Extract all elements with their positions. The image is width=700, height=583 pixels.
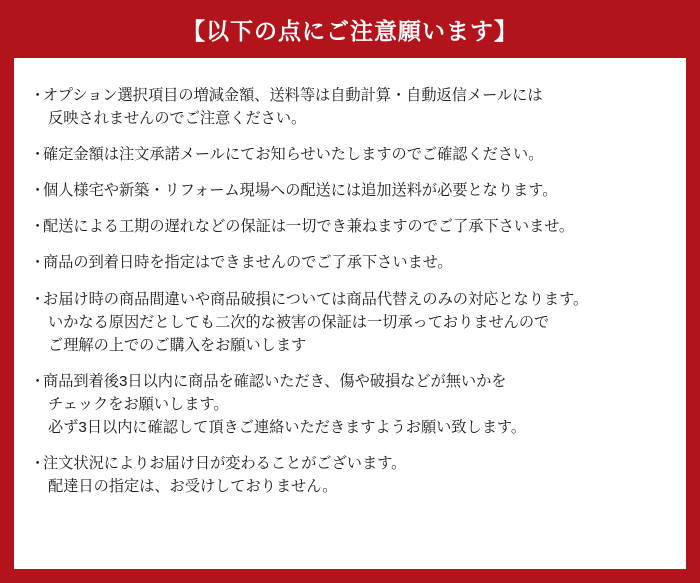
notice-list <box>30 84 670 498</box>
list-item-line-primary <box>30 370 670 393</box>
list-item-line-continued <box>30 475 670 498</box>
bullet-icon: ・ <box>30 182 46 200</box>
list-item <box>30 143 670 166</box>
list-item-line-continued <box>30 334 670 357</box>
notice-body <box>14 58 686 569</box>
list-item-line-primary <box>30 288 670 311</box>
list-item-text: いかなる原因だとしても二次的な被害の保証は一切承っておりませんので <box>48 313 550 331</box>
bullet-icon: ・ <box>30 372 46 390</box>
list-item-text: 商品の到着日時を指定はできませんのでご了承下さいませ。 <box>43 254 453 272</box>
list-item <box>30 251 670 274</box>
list-item-text: 必ず3日以内に確認して頂きご連絡いただきますようお願い致します。 <box>48 419 527 437</box>
list-item-text: 確定金額は注文承諾メールにてお知らせいたしますのでご確認ください。 <box>43 146 544 164</box>
bullet-icon: ・ <box>30 254 46 272</box>
list-item-text: チェックをお願いします。 <box>48 395 229 413</box>
list-item <box>30 215 670 238</box>
list-item <box>30 370 670 439</box>
list-item-line-continued <box>30 311 670 334</box>
list-item-text: オプション選択項目の増減金額、送料等は自動計算・自動返信メールには <box>43 87 543 104</box>
list-item-text: 配送による工期の遅れなどの保証は一切でき兼ねますのでご了承下さいませ。 <box>43 218 575 236</box>
list-item-text: 個人様宅や新築・リフォーム現場への配送には追加送料が必要となります。 <box>43 182 558 200</box>
list-item <box>30 84 670 130</box>
list-item-line-primary <box>30 215 670 238</box>
list-item-text: お届け時の商品間違いや商品破損については商品代替えのみの対応となります。 <box>43 290 589 308</box>
list-item <box>30 179 670 202</box>
list-item-text: ご理解の上でのご購入をお願いします <box>48 336 307 354</box>
list-item-text: 反映されませんのでご注意ください。 <box>48 110 307 128</box>
list-item-line-primary <box>30 179 670 202</box>
list-item <box>30 288 670 357</box>
list-item-line-primary <box>30 84 670 107</box>
list-item-line-primary <box>30 143 670 166</box>
bullet-icon: ・ <box>30 87 46 104</box>
bullet-icon: ・ <box>30 218 46 236</box>
list-item-line-continued <box>30 393 670 416</box>
list-item-line-continued <box>30 416 670 439</box>
list-item <box>30 452 670 498</box>
list-item-text: 配達日の指定は、お受けしておりません。 <box>48 478 338 496</box>
bullet-icon: ・ <box>30 290 46 308</box>
list-item-line-primary <box>30 452 670 475</box>
bullet-icon: ・ <box>30 455 46 473</box>
list-item-text: 商品到着後3日以内に商品を確認いただき、傷や破損などが無いかを <box>43 372 507 390</box>
notice-title: 【以下の点にご注意願います】 <box>182 17 518 44</box>
list-item-text: 注文状況によりお届け日が変わることがございます。 <box>43 455 407 473</box>
list-item-line-primary <box>30 251 670 274</box>
notice-header <box>0 0 700 58</box>
list-item-line-continued <box>30 107 670 130</box>
bullet-icon: ・ <box>30 146 46 164</box>
